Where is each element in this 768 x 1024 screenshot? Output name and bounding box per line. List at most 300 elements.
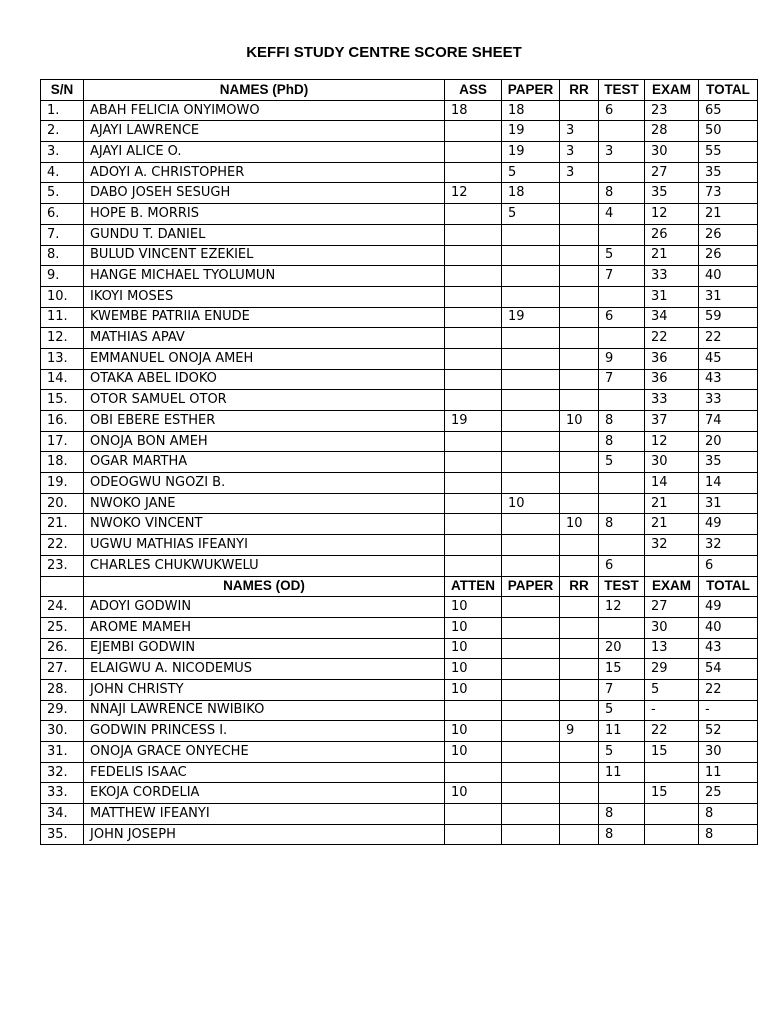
test-score-cell: 8: [599, 183, 645, 204]
serial-number-cell: 8.: [41, 245, 84, 266]
student-name-cell: ADOYI GODWIN: [84, 597, 445, 618]
table-row: [41, 100, 758, 121]
serial-number-cell: 17.: [41, 431, 84, 452]
rr-score-cell: [560, 369, 599, 390]
student-name-cell: BULUD VINCENT EZEKIEL: [84, 245, 445, 266]
table-row: [41, 700, 758, 721]
total-score-cell: 74: [699, 411, 758, 432]
score-col3-cell: [445, 473, 502, 494]
table-row: [41, 286, 758, 307]
test-score-cell: 15: [599, 659, 645, 680]
exam-score-cell: 21: [645, 493, 699, 514]
student-name-cell: EJEMBI GODWIN: [84, 638, 445, 659]
exam-score-cell: [645, 804, 699, 825]
serial-number-cell: 30.: [41, 721, 84, 742]
column-header: NAMES (OD): [84, 576, 445, 597]
score-col3-cell: [445, 493, 502, 514]
table-row: [41, 783, 758, 804]
test-score-cell: 3: [599, 142, 645, 163]
score-col3-cell: [445, 328, 502, 349]
exam-score-cell: 31: [645, 286, 699, 307]
table-row: [41, 390, 758, 411]
paper-score-cell: [502, 597, 560, 618]
exam-score-cell: 13: [645, 638, 699, 659]
score-col3-cell: 10: [445, 617, 502, 638]
total-score-cell: 52: [699, 721, 758, 742]
score-col3-cell: [445, 224, 502, 245]
table-row: [41, 369, 758, 390]
score-col3-cell: 10: [445, 679, 502, 700]
table-row: [41, 638, 758, 659]
test-score-cell: 6: [599, 555, 645, 576]
student-name-cell: EMMANUEL ONOJA AMEH: [84, 348, 445, 369]
score-col3-cell: [445, 514, 502, 535]
serial-number-cell: 13.: [41, 348, 84, 369]
table-row: [41, 473, 758, 494]
total-score-cell: 54: [699, 659, 758, 680]
serial-number-cell: 21.: [41, 514, 84, 535]
student-name-cell: ELAIGWU A. NICODEMUS: [84, 659, 445, 680]
test-score-cell: [599, 535, 645, 556]
serial-number-cell: 7.: [41, 224, 84, 245]
serial-number-cell: 31.: [41, 742, 84, 763]
score-col3-cell: [445, 824, 502, 845]
exam-score-cell: 14: [645, 473, 699, 494]
rr-score-cell: [560, 431, 599, 452]
rr-score-cell: 3: [560, 142, 599, 163]
total-score-cell: 30: [699, 742, 758, 763]
serial-number-cell: 12.: [41, 328, 84, 349]
test-score-cell: [599, 328, 645, 349]
test-score-cell: 8: [599, 431, 645, 452]
test-score-cell: [599, 493, 645, 514]
score-col3-cell: [445, 555, 502, 576]
student-name-cell: KWEMBE PATRIIA ENUDE: [84, 307, 445, 328]
table-row: [41, 431, 758, 452]
serial-number-cell: 6.: [41, 204, 84, 225]
test-score-cell: [599, 390, 645, 411]
rr-score-cell: 9: [560, 721, 599, 742]
rr-score-cell: [560, 762, 599, 783]
serial-number-cell: 23.: [41, 555, 84, 576]
paper-score-cell: 19: [502, 142, 560, 163]
column-header: TOTAL: [699, 576, 758, 597]
student-name-cell: NWOKO VINCENT: [84, 514, 445, 535]
paper-score-cell: [502, 328, 560, 349]
exam-score-cell: 22: [645, 721, 699, 742]
table-row: [41, 659, 758, 680]
total-score-cell: 21: [699, 204, 758, 225]
serial-number-cell: 20.: [41, 493, 84, 514]
test-score-cell: 11: [599, 762, 645, 783]
rr-score-cell: 10: [560, 514, 599, 535]
exam-score-cell: -: [645, 700, 699, 721]
rr-score-cell: [560, 742, 599, 763]
student-name-cell: GODWIN PRINCESS I.: [84, 721, 445, 742]
total-score-cell: 11: [699, 762, 758, 783]
column-header: RR: [560, 80, 599, 101]
rr-score-cell: 3: [560, 121, 599, 142]
total-score-cell: -: [699, 700, 758, 721]
paper-score-cell: 19: [502, 121, 560, 142]
total-score-cell: 25: [699, 783, 758, 804]
test-score-cell: 9: [599, 348, 645, 369]
student-name-cell: GUNDU T. DANIEL: [84, 224, 445, 245]
rr-score-cell: [560, 183, 599, 204]
table-row: [41, 328, 758, 349]
rr-score-cell: [560, 348, 599, 369]
paper-score-cell: [502, 224, 560, 245]
column-header: NAMES (PhD): [84, 80, 445, 101]
exam-score-cell: 15: [645, 742, 699, 763]
score-col3-cell: 10: [445, 597, 502, 618]
exam-score-cell: 30: [645, 617, 699, 638]
serial-number-cell: 34.: [41, 804, 84, 825]
rr-score-cell: [560, 804, 599, 825]
table-row: [41, 721, 758, 742]
table-row: [41, 307, 758, 328]
table-row: [41, 555, 758, 576]
exam-score-cell: 12: [645, 204, 699, 225]
rr-score-cell: 3: [560, 162, 599, 183]
student-name-cell: OGAR MARTHA: [84, 452, 445, 473]
total-score-cell: 43: [699, 369, 758, 390]
total-score-cell: 43: [699, 638, 758, 659]
column-header: TOTAL: [699, 80, 758, 101]
score-col3-cell: 19: [445, 411, 502, 432]
total-score-cell: 59: [699, 307, 758, 328]
rr-score-cell: [560, 328, 599, 349]
student-name-cell: ONOJA BON AMEH: [84, 431, 445, 452]
rr-score-cell: [560, 783, 599, 804]
serial-number-cell: 25.: [41, 617, 84, 638]
exam-score-cell: 37: [645, 411, 699, 432]
paper-score-cell: [502, 348, 560, 369]
paper-score-cell: 18: [502, 100, 560, 121]
exam-score-cell: [645, 824, 699, 845]
table-row: [41, 493, 758, 514]
test-score-cell: 12: [599, 597, 645, 618]
student-name-cell: FEDELIS ISAAC: [84, 762, 445, 783]
table-row: [41, 824, 758, 845]
student-name-cell: OBI EBERE ESTHER: [84, 411, 445, 432]
total-score-cell: 8: [699, 824, 758, 845]
student-name-cell: MATHIAS APAV: [84, 328, 445, 349]
total-score-cell: 31: [699, 493, 758, 514]
column-header: S/N: [41, 80, 84, 101]
test-score-cell: [599, 617, 645, 638]
page-title: KEFFI STUDY CENTRE SCORE SHEET: [246, 44, 522, 61]
student-name-cell: ONOJA GRACE ONYECHE: [84, 742, 445, 763]
rr-score-cell: [560, 473, 599, 494]
serial-number-cell: 18.: [41, 452, 84, 473]
paper-score-cell: [502, 369, 560, 390]
column-header: EXAM: [645, 576, 699, 597]
score-col3-cell: [445, 286, 502, 307]
total-score-cell: 40: [699, 266, 758, 287]
serial-number-cell: 19.: [41, 473, 84, 494]
rr-score-cell: [560, 452, 599, 473]
paper-score-cell: [502, 555, 560, 576]
paper-score-cell: [502, 245, 560, 266]
score-col3-cell: [445, 369, 502, 390]
column-header: PAPER: [502, 80, 560, 101]
score-col3-cell: 18: [445, 100, 502, 121]
paper-score-cell: [502, 431, 560, 452]
total-score-cell: 35: [699, 162, 758, 183]
total-score-cell: 22: [699, 328, 758, 349]
exam-score-cell: 26: [645, 224, 699, 245]
serial-number-cell: 4.: [41, 162, 84, 183]
exam-score-cell: 36: [645, 369, 699, 390]
exam-score-cell: 12: [645, 431, 699, 452]
score-col3-cell: [445, 121, 502, 142]
score-col3-cell: [445, 266, 502, 287]
test-score-cell: 4: [599, 204, 645, 225]
rr-score-cell: [560, 100, 599, 121]
total-score-cell: 6: [699, 555, 758, 576]
table-row: [41, 452, 758, 473]
phd-header-row: [41, 80, 758, 101]
rr-score-cell: [560, 700, 599, 721]
exam-score-cell: 33: [645, 266, 699, 287]
od-header-row: [41, 576, 758, 597]
serial-number-cell: 5.: [41, 183, 84, 204]
table-row: [41, 535, 758, 556]
exam-score-cell: 28: [645, 121, 699, 142]
paper-score-cell: [502, 679, 560, 700]
serial-number-cell: 32.: [41, 762, 84, 783]
exam-score-cell: 30: [645, 142, 699, 163]
column-header: ATTEN: [445, 576, 502, 597]
student-name-cell: OTAKA ABEL IDOKO: [84, 369, 445, 390]
table-row: [41, 348, 758, 369]
total-score-cell: 35: [699, 452, 758, 473]
rr-score-cell: [560, 307, 599, 328]
serial-number-cell: 11.: [41, 307, 84, 328]
test-score-cell: 20: [599, 638, 645, 659]
paper-score-cell: [502, 473, 560, 494]
student-name-cell: AJAYI LAWRENCE: [84, 121, 445, 142]
score-col3-cell: 10: [445, 742, 502, 763]
student-name-cell: NNAJI LAWRENCE NWIBIKO: [84, 700, 445, 721]
rr-score-cell: [560, 535, 599, 556]
score-table: [40, 79, 758, 845]
score-col3-cell: [445, 452, 502, 473]
exam-score-cell: 27: [645, 162, 699, 183]
paper-score-cell: [502, 638, 560, 659]
exam-score-cell: 22: [645, 328, 699, 349]
score-col3-cell: 12: [445, 183, 502, 204]
score-col3-cell: [445, 535, 502, 556]
exam-score-cell: 32: [645, 535, 699, 556]
test-score-cell: 5: [599, 245, 645, 266]
test-score-cell: [599, 162, 645, 183]
paper-score-cell: 5: [502, 204, 560, 225]
score-col3-cell: 10: [445, 659, 502, 680]
paper-score-cell: [502, 721, 560, 742]
paper-score-cell: [502, 783, 560, 804]
student-name-cell: IKOYI MOSES: [84, 286, 445, 307]
table-row: [41, 597, 758, 618]
table-row: [41, 679, 758, 700]
paper-score-cell: [502, 824, 560, 845]
total-score-cell: 33: [699, 390, 758, 411]
paper-score-cell: [502, 700, 560, 721]
serial-number-cell: 9.: [41, 266, 84, 287]
student-name-cell: OTOR SAMUEL OTOR: [84, 390, 445, 411]
student-name-cell: MATTHEW IFEANYI: [84, 804, 445, 825]
score-col3-cell: [445, 431, 502, 452]
paper-score-cell: 5: [502, 162, 560, 183]
serial-number-cell: 22.: [41, 535, 84, 556]
table-row: [41, 804, 758, 825]
total-score-cell: 49: [699, 514, 758, 535]
exam-score-cell: 29: [645, 659, 699, 680]
exam-score-cell: 21: [645, 245, 699, 266]
serial-number-cell: 35.: [41, 824, 84, 845]
test-score-cell: 7: [599, 266, 645, 287]
score-col3-cell: 10: [445, 638, 502, 659]
score-col3-cell: [445, 162, 502, 183]
test-score-cell: 6: [599, 100, 645, 121]
test-score-cell: 7: [599, 679, 645, 700]
table-row: [41, 266, 758, 287]
rr-score-cell: [560, 679, 599, 700]
serial-number-cell: 1.: [41, 100, 84, 121]
serial-number-cell: 2.: [41, 121, 84, 142]
table-row: [41, 183, 758, 204]
student-name-cell: ADOYI A. CHRISTOPHER: [84, 162, 445, 183]
column-header: PAPER: [502, 576, 560, 597]
test-score-cell: 7: [599, 369, 645, 390]
test-score-cell: 6: [599, 307, 645, 328]
rr-score-cell: [560, 224, 599, 245]
table-row: [41, 224, 758, 245]
rr-score-cell: [560, 390, 599, 411]
student-name-cell: UGWU MATHIAS IFEANYI: [84, 535, 445, 556]
student-name-cell: HOPE B. MORRIS: [84, 204, 445, 225]
test-score-cell: [599, 121, 645, 142]
table-row: [41, 245, 758, 266]
paper-score-cell: [502, 617, 560, 638]
test-score-cell: 5: [599, 700, 645, 721]
total-score-cell: 32: [699, 535, 758, 556]
rr-score-cell: [560, 638, 599, 659]
score-col3-cell: [445, 204, 502, 225]
paper-score-cell: [502, 762, 560, 783]
test-score-cell: 8: [599, 411, 645, 432]
serial-number-cell: 3.: [41, 142, 84, 163]
total-score-cell: 55: [699, 142, 758, 163]
table-row: [41, 742, 758, 763]
paper-score-cell: [502, 535, 560, 556]
rr-score-cell: [560, 266, 599, 287]
score-col3-cell: [445, 348, 502, 369]
test-score-cell: [599, 286, 645, 307]
paper-score-cell: 18: [502, 183, 560, 204]
paper-score-cell: [502, 452, 560, 473]
exam-score-cell: 34: [645, 307, 699, 328]
test-score-cell: 8: [599, 804, 645, 825]
column-header: [41, 576, 84, 597]
exam-score-cell: [645, 555, 699, 576]
rr-score-cell: [560, 493, 599, 514]
exam-score-cell: 30: [645, 452, 699, 473]
exam-score-cell: 15: [645, 783, 699, 804]
total-score-cell: 65: [699, 100, 758, 121]
total-score-cell: 26: [699, 245, 758, 266]
column-header: EXAM: [645, 80, 699, 101]
test-score-cell: 5: [599, 452, 645, 473]
test-score-cell: 8: [599, 514, 645, 535]
test-score-cell: [599, 783, 645, 804]
total-score-cell: 45: [699, 348, 758, 369]
table-row: [41, 762, 758, 783]
score-col3-cell: [445, 700, 502, 721]
table-row: [41, 411, 758, 432]
table-row: [41, 617, 758, 638]
paper-score-cell: [502, 286, 560, 307]
paper-score-cell: [502, 390, 560, 411]
exam-score-cell: 35: [645, 183, 699, 204]
student-name-cell: HANGE MICHAEL TYOLUMUN: [84, 266, 445, 287]
total-score-cell: 14: [699, 473, 758, 494]
table-row: [41, 514, 758, 535]
test-score-cell: [599, 224, 645, 245]
serial-number-cell: 15.: [41, 390, 84, 411]
total-score-cell: 31: [699, 286, 758, 307]
table-row: [41, 162, 758, 183]
student-name-cell: AJAYI ALICE O.: [84, 142, 445, 163]
column-header: TEST: [599, 576, 645, 597]
test-score-cell: 8: [599, 824, 645, 845]
exam-score-cell: 36: [645, 348, 699, 369]
test-score-cell: [599, 473, 645, 494]
column-header: TEST: [599, 80, 645, 101]
student-name-cell: NWOKO JANE: [84, 493, 445, 514]
score-col3-cell: [445, 307, 502, 328]
total-score-cell: 20: [699, 431, 758, 452]
serial-number-cell: 29.: [41, 700, 84, 721]
paper-score-cell: [502, 411, 560, 432]
exam-score-cell: 27: [645, 597, 699, 618]
total-score-cell: 50: [699, 121, 758, 142]
total-score-cell: 22: [699, 679, 758, 700]
total-score-cell: 40: [699, 617, 758, 638]
rr-score-cell: [560, 245, 599, 266]
paper-score-cell: [502, 742, 560, 763]
test-score-cell: 5: [599, 742, 645, 763]
score-col3-cell: 10: [445, 721, 502, 742]
serial-number-cell: 16.: [41, 411, 84, 432]
serial-number-cell: 26.: [41, 638, 84, 659]
student-name-cell: EKOJA CORDELIA: [84, 783, 445, 804]
student-name-cell: JOHN JOSEPH: [84, 824, 445, 845]
score-col3-cell: [445, 390, 502, 411]
rr-score-cell: [560, 824, 599, 845]
exam-score-cell: 33: [645, 390, 699, 411]
paper-score-cell: [502, 804, 560, 825]
exam-score-cell: 5: [645, 679, 699, 700]
paper-score-cell: 19: [502, 307, 560, 328]
student-name-cell: JOHN CHRISTY: [84, 679, 445, 700]
rr-score-cell: [560, 597, 599, 618]
rr-score-cell: [560, 555, 599, 576]
score-col3-cell: [445, 762, 502, 783]
rr-score-cell: [560, 617, 599, 638]
serial-number-cell: 10.: [41, 286, 84, 307]
